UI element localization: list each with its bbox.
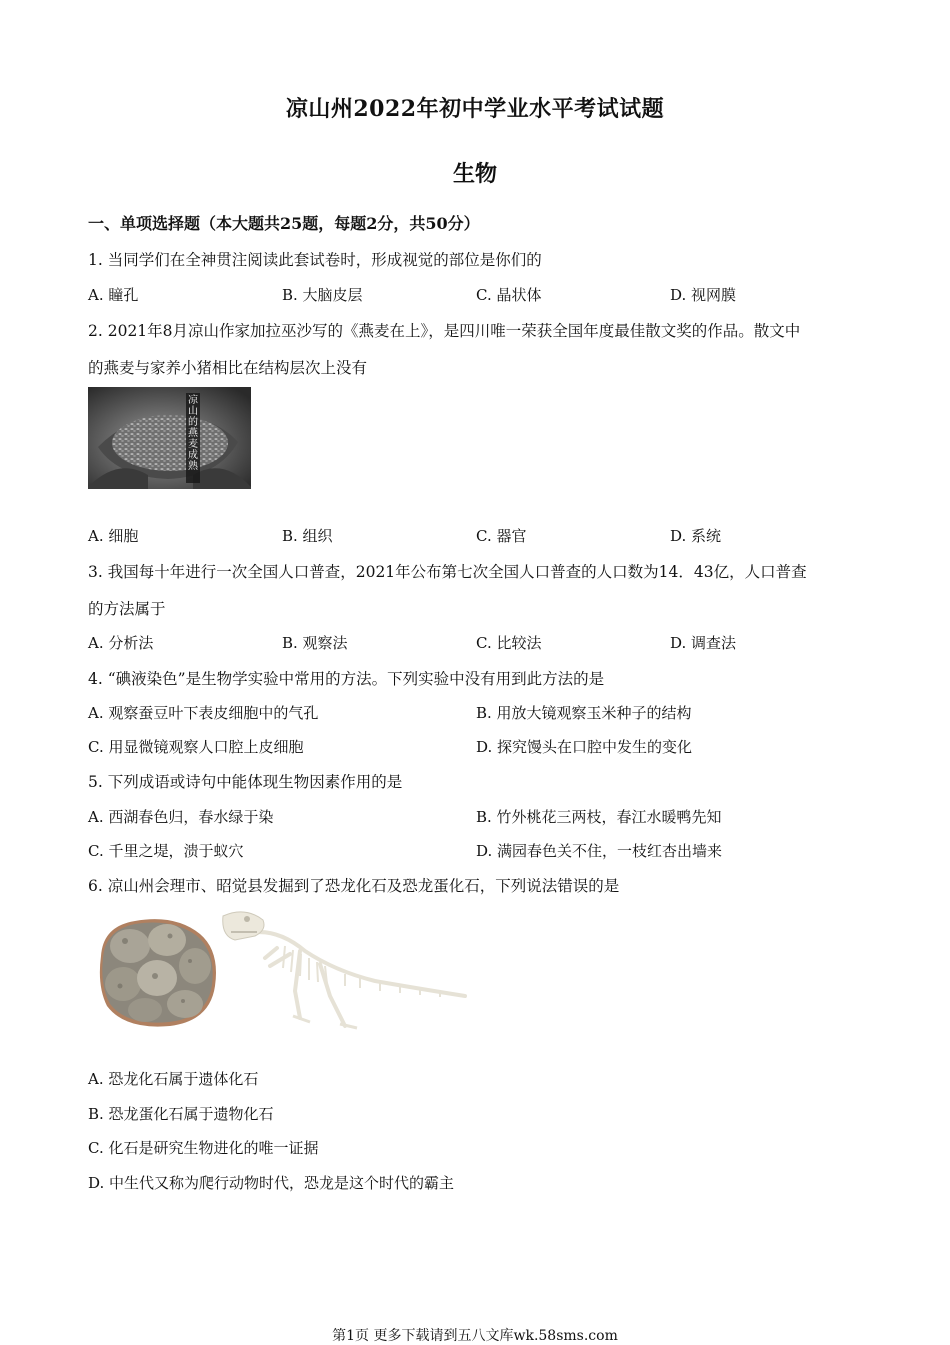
question-4-option-d: D. 探究馒头在口腔中发生的变化 xyxy=(476,738,693,756)
page-title: 凉山州2022年初中学业水平考试试题 xyxy=(285,96,665,122)
section-heading: 一、单项选择题（本大题共25题，每题2分，共50分） xyxy=(88,214,480,233)
question-5-option-c: C. 千里之堤，溃于蚁穴 xyxy=(88,842,244,860)
question-5-option-a: A. 西湖春色归，春水绿于染 xyxy=(88,808,274,826)
question-2-stem-line-1: 2. 2021年8月凉山作家加拉巫沙写的《燕麦在上》，是四川唯一荣获全国年度最佳散文奖的作品。散文中 xyxy=(88,322,801,340)
oat-book-cover-image xyxy=(88,387,251,489)
question-3-option-d: D. 调查法 xyxy=(670,634,737,652)
question-2-option-c: C. 器官 xyxy=(476,527,527,545)
question-5-option-d: D. 满园春色关不住，一枝红杏出墙来 xyxy=(476,842,723,860)
question-6-option-a: A. 恐龙化石属于遗体化石 xyxy=(88,1070,259,1088)
question-4-option-a: A. 观察蚕豆叶下表皮细胞中的气孔 xyxy=(88,704,319,722)
question-3-option-a: A. 分析法 xyxy=(88,634,154,652)
question-2-option-a: A. 细胞 xyxy=(88,527,139,545)
question-5-option-b: B. 竹外桃花三两枝，春江水暖鸭先知 xyxy=(476,808,722,826)
question-4-option-c: C. 用显微镜观察人口腔上皮细胞 xyxy=(88,738,304,756)
dinosaur-fossil-image xyxy=(95,906,470,1034)
question-6-option-d: D. 中生代又称为爬行动物时代，恐龙是这个时代的霸主 xyxy=(88,1174,455,1192)
question-4-stem: 4. “碘液染色”是生物学实验中常用的方法。下列实验中没有用到此方法的是 xyxy=(88,670,605,688)
question-1-option-d: D. 视网膜 xyxy=(670,286,737,304)
page-footer: 第1页 更多下载请到五八文库wk.58sms.com xyxy=(332,1328,618,1344)
oat-image-caption: 凉山的燕麦成熟 xyxy=(188,395,198,472)
question-6-stem: 6. 凉山州会理市、昭觉县发掘到了恐龙化石及恐龙蛋化石，下列说法错误的是 xyxy=(88,877,620,895)
question-2-option-b: B. 组织 xyxy=(282,527,333,545)
question-1-stem: 1. 当同学们在全神贯注阅读此套试卷时，形成视觉的部位是你们的 xyxy=(88,251,542,269)
question-2-stem-line-2: 的燕麦与家养小猪相比在结构层次上没有 xyxy=(88,359,368,377)
question-3-stem-line-1: 3. 我国每十年进行一次全国人口普查，2021年公布第七次全国人口普查的人口数为14．43亿，人口普查 xyxy=(88,563,807,581)
question-1-option-a: A. 瞳孔 xyxy=(88,286,139,304)
question-3-stem-line-2: 的方法属于 xyxy=(88,600,166,618)
question-1-option-c: C. 晶状体 xyxy=(476,286,542,304)
question-6-option-b: B. 恐龙蛋化石属于遗物化石 xyxy=(88,1105,274,1123)
question-5-stem: 5. 下列成语或诗句中能体现生物因素作用的是 xyxy=(88,773,403,791)
question-6-option-c: C. 化石是研究生物进化的唯一证据 xyxy=(88,1139,319,1157)
question-2-option-d: D. 系统 xyxy=(670,527,722,545)
question-3-option-b: B. 观察法 xyxy=(282,634,348,652)
question-4-option-b: B. 用放大镜观察玉米种子的结构 xyxy=(476,704,692,722)
subject-title: 生物 xyxy=(452,161,497,187)
question-1-option-b: B. 大脑皮层 xyxy=(282,286,363,304)
question-3-option-c: C. 比较法 xyxy=(476,634,542,652)
